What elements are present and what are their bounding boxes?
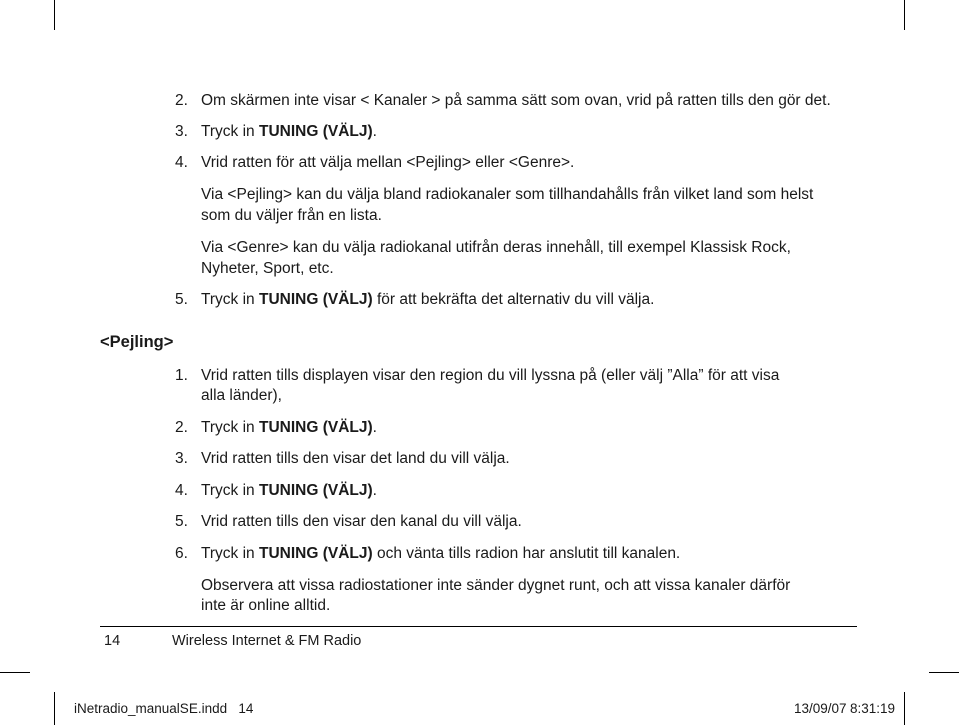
list-text: alla länder), (201, 387, 282, 404)
list-number: 2. (175, 419, 188, 436)
tuning-button-label: TUNING (VÄLJ) (258, 482, 373, 499)
crop-mark-top-right (904, 0, 905, 30)
crop-mark-side-right (929, 672, 959, 673)
list-text: Vrid ratten tills den visar det land du vill välja. (201, 450, 510, 467)
list-text: Observera att vissa radiostationer inte sänder dygnet runt, och att vissa kanaler därför (201, 577, 791, 594)
slug-date: 13/09/07 (794, 701, 847, 716)
crop-mark-bottom-right (904, 692, 905, 725)
list-number: 2. (175, 92, 188, 109)
list-text: Tryck in TUNING (VÄLJ) för att bekräfta det alternativ du vill välja. (201, 291, 655, 308)
list-text: Vrid ratten för att välja mellan <Pejling> eller <Genre>. (201, 154, 575, 171)
tuning-button-label: TUNING (VÄLJ) (258, 419, 373, 436)
crop-mark-bottom-left (54, 692, 55, 725)
list-text: Vrid ratten tills displayen visar den region du vill lyssna på (eller välj ”Alla” för att visa (201, 367, 780, 384)
list-number: 4. (175, 154, 188, 171)
list-text: Via <Genre> kan du välja radiokanal utifrån deras innehåll, till exempel Klassisk Rock, (201, 239, 791, 256)
tuning-button-label: TUNING (VÄLJ) (258, 291, 373, 308)
tuning-button-label: TUNING (VÄLJ) (258, 123, 373, 140)
footer-title: Wireless Internet & FM Radio (172, 633, 362, 649)
list-number: 5. (175, 513, 188, 530)
list-number: 3. (175, 123, 188, 140)
list-number: 6. (175, 545, 188, 562)
list-number: 4. (175, 482, 188, 499)
list-number: 5. (175, 291, 188, 308)
list-text: Om skärmen inte visar < Kanaler > på samma sätt som ovan, vrid på ratten tills den gör det. (201, 92, 831, 109)
list-number: 3. (175, 450, 188, 467)
list-text: Vrid ratten tills den visar den kanal du vill välja. (201, 513, 522, 530)
list-text: Tryck in TUNING (VÄLJ) och vänta tills radion har anslutit till kanalen. (201, 545, 681, 562)
tuning-button-label: TUNING (VÄLJ) (258, 545, 373, 562)
list-text: Tryck in TUNING (VÄLJ). (201, 482, 377, 499)
crop-mark-top-left (54, 0, 55, 30)
list-text: som du väljer från en lista. (201, 207, 382, 224)
list-text: inte är online alltid. (201, 597, 331, 614)
list-text: Tryck in TUNING (VÄLJ). (201, 123, 377, 140)
footer-rule (100, 626, 857, 627)
page-number: 14 (104, 633, 121, 649)
list-text: Tryck in TUNING (VÄLJ). (201, 419, 377, 436)
slug-time: 8:31:19 (850, 701, 896, 716)
list-number: 1. (175, 367, 188, 384)
slug-file: iNetradio_manualSE.indd 14 (74, 701, 254, 716)
section-heading: <Pejling> (100, 333, 174, 351)
crop-mark-side-left (0, 672, 30, 673)
list-text: Nyheter, Sport, etc. (201, 260, 334, 277)
list-text: Via <Pejling> kan du välja bland radiokanaler som tillhandahålls från vilket land som helst (201, 186, 814, 203)
